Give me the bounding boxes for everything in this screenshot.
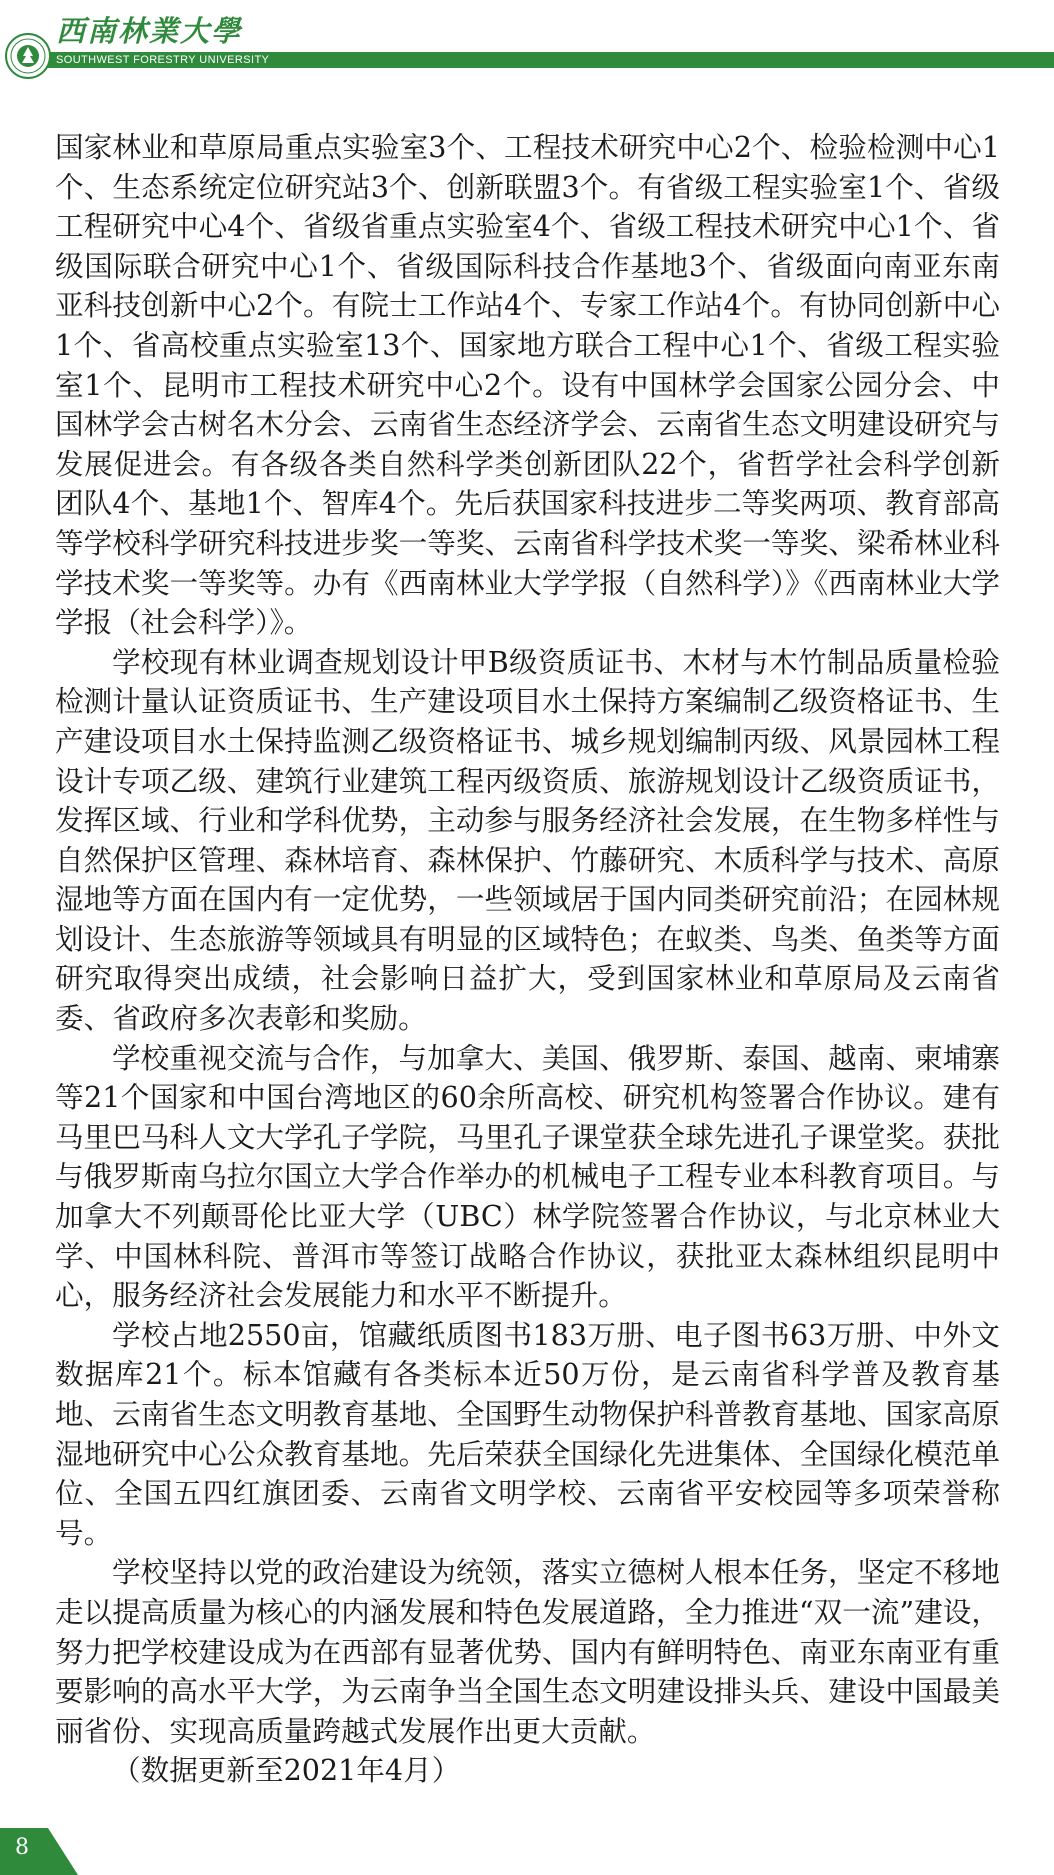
paragraph-qualifications: 学校现有林业调查规划设计甲B级资质证书、木材与木竹制品质量检验检测计量认证资质证书、生产建设项目水土保持方案编制乙级资格证书、生产建设项目水土保持监测乙级资格证书、城乡规划编制丙级、风景园林工程设计专项乙级、建筑行业建筑工程丙级资质、旅游规划设计乙级资质证书，发挥区域、行业和学科优势，主动参与服务经济社会发展，在生物多样性与自然保护区管理、森林培育、森林保护、竹藤研究、木质科学与技术、高原湿地等方面在国内有一定优势，一些领域居于国内同类研究前沿；在园林规划设计、生态旅游等领域具有明显的区域特色；在蚁类、鸟类、鱼类等方面研究取得突出成绩，社会影响日益扩大，受到国家林业和草原局及云南省委、省政府多次表彰和奖励。 [55, 644, 1000, 1036]
page-number-tab [0, 1828, 78, 1875]
paragraph-campus: 学校占地2550亩，馆藏纸质图书183万册、电子图书63万册、中外文数据库21个。标本馆藏有各类标本近50万份，是云南省科学普及教育基地、云南省生态文明教育基地、全国野生动物保护科普教育基地、国家高原湿地研究中心公众教育基地。先后荣获全国绿化先进集体、全国绿化模范单位、全国五四红旗团委、云南省文明学校、云南省平安校园等多项荣誉称号。 [55, 1317, 1000, 1550]
university-name-cn: 西南林業大學 [56, 14, 243, 48]
paragraph-development: 学校坚持以党的政治建设为统领，落实立德树人根本任务，坚定不移地走以提高质量为核心的内涵发展和特色发展道路，全力推进“双一流”建设，努力把学校建设成为在西部有显著优势、国内有鲜明特色、南亚东南亚有重要影响的高水平大学，为云南争当全国生态文明建设排头兵、建设中国最美丽省份、实现高质量跨越式发展作出更大贡献。 [55, 1555, 1000, 1748]
page-header [0, 0, 1054, 75]
paragraph-research-platforms: 国家林业和草原局重点实验室3个、工程技术研究中心2个、检验检测中心1个、生态系统定位研究站3个、创新联盟3个。有省级工程实验室1个、省级工程研究中心4个、省级省重点实验室4个、省级工程技术研究中心1个、省级国际联合研究中心1个、省级国际科技合作基地3个、省级面向南亚东南亚科技创新中心2个。有院士工作站4个、专家工作站4个。有协同创新中心1个、省高校重点实验室13个、国家地方联合工程中心1个、省级工程实验室1个、昆明市工程技术研究中心2个。设有中国林学会国家公园分会、中国林学会古树名木分会、云南省生态经济学会、云南省生态文明建设研究与发展促进会。有各级各类自然科学类创新团队22个，省哲学社会科学创新团队4个、基地1个、智库4个。先后获国家科技进步二等奖两项、教育部高等学校科学研究科技进步奖一等奖、云南省科学技术奖一等奖、梁希林业科学技术奖一等奖等。办有《西南林业大学学报（自然科学）》《西南林业大学学报（社会科学）》。 [55, 130, 1000, 640]
university-emblem-icon [4, 32, 52, 80]
paragraph-cooperation: 学校重视交流与合作，与加拿大、美国、俄罗斯、泰国、越南、柬埔寨等21个国家和中国台湾地区的60余所高校、研究机构签署合作协议。建有马里巴马科人文大学孔子学院，马里孔子课堂获全球先进孔子课堂奖。获批与俄罗斯南乌拉尔国立大学合作举办的机械电子工程专业本科教育项目。与加拿大不列颠哥伦比亚大学（UBC）林学院签署合作协议，与北京林业大学、中国林科院、普洱市等签订战略合作协议，获批亚太森林组织昆明中心，服务经济社会发展能力和水平不断提升。 [55, 1040, 1000, 1313]
data-update-note: （数据更新至2021年4月） [112, 1753, 461, 1788]
page-number: 8 [15, 1835, 29, 1860]
body-text [55, 128, 1000, 1791]
university-name-en: SOUTHWEST FORESTRY UNIVERSITY [56, 54, 270, 66]
